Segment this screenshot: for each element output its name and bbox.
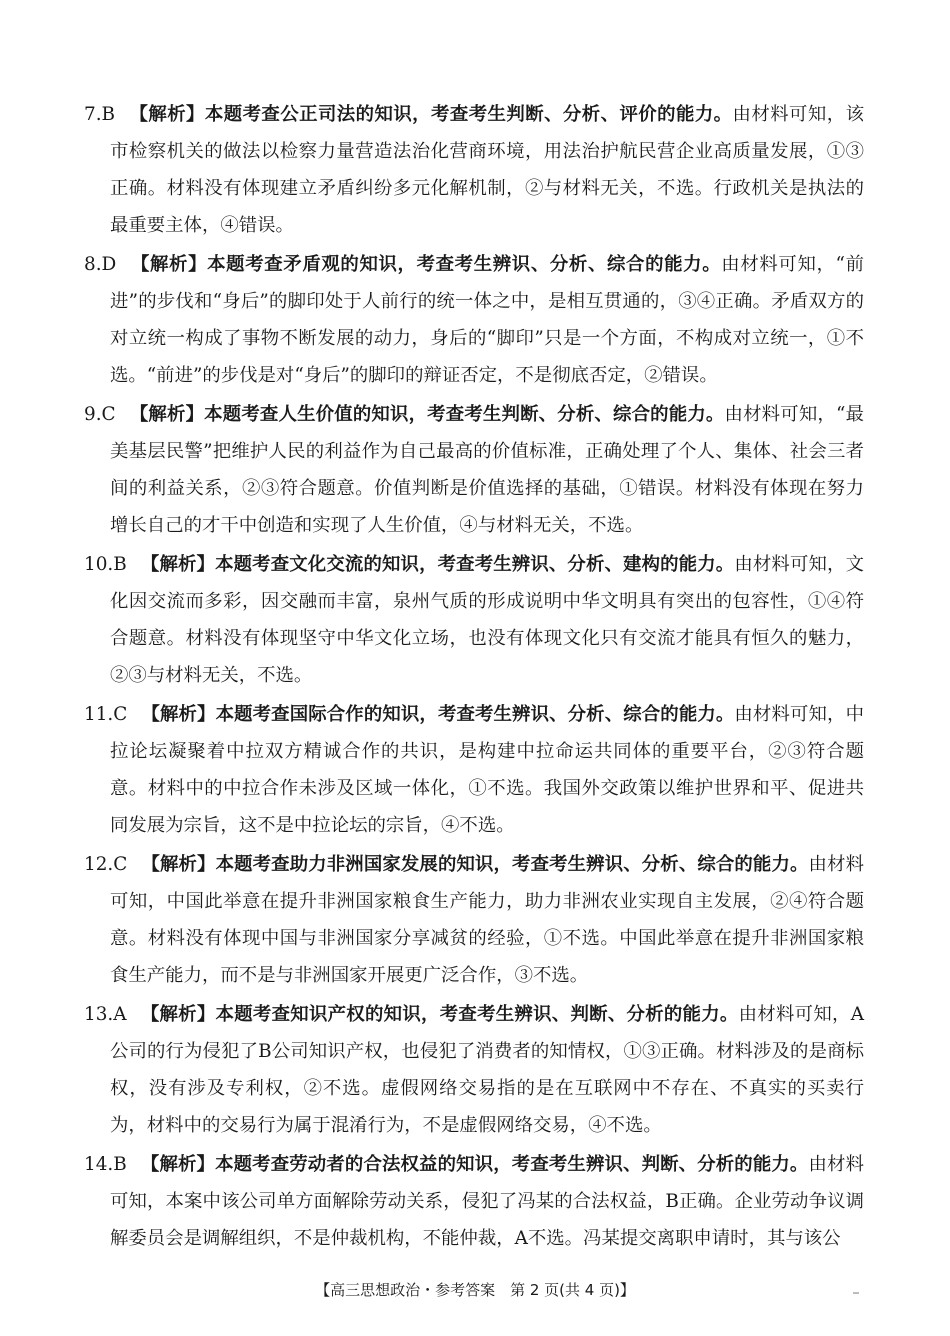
answer-choice: A xyxy=(113,1004,127,1025)
question-number: 7. xyxy=(84,104,102,125)
analysis-tag: 【解析】 xyxy=(140,1004,216,1025)
question-number: 8. xyxy=(84,254,102,275)
answer-item xyxy=(84,1146,864,1257)
analysis-lead: 本题考查文化交流的知识，考查考生辨识、分析、建构的能力。 xyxy=(215,554,735,575)
analysis-body: 由材料可知，A公司的行为侵犯了B公司知识产权，也侵犯了消费者的知情权，①③正确。材料涉及的是商标权，没有涉及专利权，②不选。虚假网络交易指的是在互联网中不存在、不真实的买卖行为，材料中的交易行为属于混淆行为，不是虚假网络交易，④不选。 xyxy=(110,1004,864,1136)
analysis-tag: 【解析】 xyxy=(140,1154,216,1175)
analysis-tag: 【解析】 xyxy=(141,854,216,875)
analysis-body: 由材料可知，“最美基层民警”把维护人民的利益作为自己最高的价值标准，正确处理了个人、集体、社会三者间的利益关系，②③符合题意。价值判断是价值选择的基础，①错误。材料没有体现在努力增长自己的才干中创造和实现了人生价值，④与材料无关，不选。 xyxy=(110,404,864,536)
answer-item xyxy=(84,846,864,994)
analysis-tag: 【解析】 xyxy=(130,254,208,275)
analysis-body: 由材料可知，该市检察机关的做法以检察力量营造法治化营商环境，用法治护航民营企业高质量发展，①③正确。材料没有体现建立矛盾纠纷多元化解机制，②与材料无关，不选。行政机关是执法的最重要主体，④错误。 xyxy=(110,104,864,236)
analysis-tag: 【解析】 xyxy=(140,554,216,575)
analysis-body: 由材料可知，中国此举意在提升非洲国家粮食生产能力，助力非洲农业实现自主发展，②④符合题意。材料没有体现中国与非洲国家分享减贫的经验，①不选。中国此举意在提升非洲国家粮食生产能力，而不是与非洲国家开展更广泛合作，③不选。 xyxy=(110,854,864,986)
page-footer: 【高三思想政治・参考答案 第 2 页(共 4 页)】 xyxy=(315,1281,635,1299)
answer-item xyxy=(84,696,864,844)
answer-choice: C xyxy=(113,854,128,875)
analysis-tag: 【解析】 xyxy=(129,104,205,125)
analysis-lead: 本题考查劳动者的合法权益的知识，考查考生辨识、判断、分析的能力。 xyxy=(215,1154,809,1175)
analysis-tag: 【解析】 xyxy=(141,704,216,725)
analysis-body: 由材料可知，中拉论坛凝聚着中拉双方精诚合作的共识，是构建中拉命运共同体的重要平台，②③符合题意。材料中的中拉合作未涉及区域一体化，①不选。我国外交政策以维护世界和平、促进共同发展为宗旨，这不是中拉论坛的宗旨，④不选。 xyxy=(110,704,864,836)
analysis-lead: 本题考查助力非洲国家发展的知识，考查考生辨识、分析、综合的能力。 xyxy=(215,854,809,875)
question-number: 10. xyxy=(84,554,114,575)
analysis-body: 由材料可知，本案中该公司单方面解除劳动关系，侵犯了冯某的合法权益，B正确。企业劳动争议调解委员会是调解组织，不是仲裁机构，不能仲裁，A不选。冯某提交离职申请时，其与该公 xyxy=(110,1154,864,1249)
answer-item xyxy=(84,96,864,244)
analysis-lead: 本题考查公正司法的知识，考查考生判断、分析、评价的能力。 xyxy=(204,104,733,125)
question-number: 9. xyxy=(84,404,102,425)
answer-item xyxy=(84,546,864,694)
answer-list xyxy=(84,96,864,1257)
answer-item xyxy=(84,996,864,1144)
answer-choice: C xyxy=(101,404,116,425)
analysis-lead: 本题考查知识产权的知识，考查考生辨识、判断、分析的能力。 xyxy=(215,1004,739,1025)
answer-item xyxy=(84,396,864,544)
analysis-body: 由材料可知，“前进”的步伐和“身后”的脚印处于人前行的统一体之中，是相互贯通的，③④正确。矛盾双方的对立统一构成了事物不断发展的动力，身后的“脚印”只是一个方面，不构成对立统一，①不选。“前进”的步伐是对“身后”的脚印的辩证否定，不是彻底否定，②错误。 xyxy=(110,254,864,386)
analysis-body: 由材料可知，文化因交流而多彩，因交融而丰富，泉州气质的形成说明中华文明具有突出的包容性，①④符合题意。材料没有体现坚守中华文化立场，也没有体现文化只有交流才能具有恒久的魅力，②③与材料无关，不选。 xyxy=(110,554,864,686)
question-number: 14. xyxy=(84,1154,114,1175)
scan-mark xyxy=(853,1292,859,1294)
question-number: 11. xyxy=(84,704,114,725)
question-number: 12. xyxy=(84,854,114,875)
answer-choice: B xyxy=(101,104,116,125)
answer-choice: D xyxy=(101,254,117,275)
analysis-lead: 本题考查人生价值的知识，考查考生判断、分析、综合的能力。 xyxy=(204,404,725,425)
answer-choice: B xyxy=(113,554,127,575)
answer-choice: C xyxy=(113,704,128,725)
question-number: 13. xyxy=(84,1004,114,1025)
answer-choice: B xyxy=(113,1154,127,1175)
answer-item xyxy=(84,246,864,394)
analysis-lead: 本题考查国际合作的知识，考查考生辨识、分析、综合的能力。 xyxy=(215,704,735,725)
analysis-lead: 本题考查矛盾观的知识，考查考生辨识、分析、综合的能力。 xyxy=(207,254,722,275)
analysis-tag: 【解析】 xyxy=(129,404,205,425)
